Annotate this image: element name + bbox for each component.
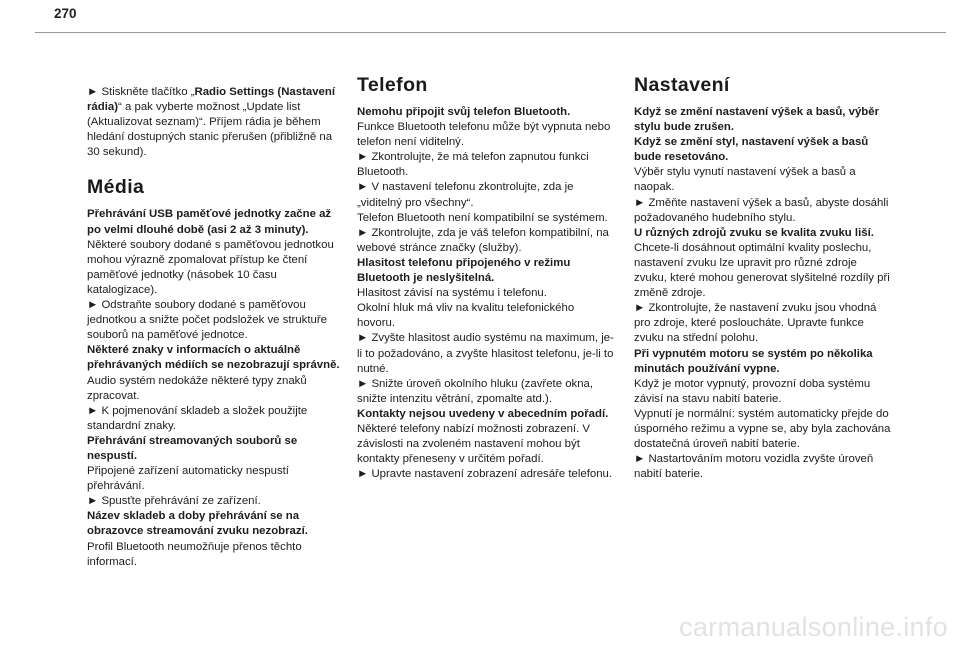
paragraph: ► Nastartováním motoru vozidla zvyšte úroveň nabití baterie.	[634, 453, 874, 481]
paragraph: Chcete-li dosáhnout optimální kvality poslechu, nastavení zvuku lze upravit pro různé zdroje zvuku, které mohou generovat slyšitelné rozdíly při změně zdroje.	[634, 241, 890, 300]
paragraph: Některé znaky v informacích o aktuálně přehrávaných médiích se nezobrazují správně.	[87, 344, 340, 372]
paragraph: U různých zdrojů zvuku se kvalita zvuku liší.	[634, 226, 874, 239]
paragraph: Když se změní styl, nastavení výšek a basů bude resetováno.	[634, 136, 869, 164]
paragraph: ► K pojmenování skladeb a složek použijte standardní znaky.	[87, 404, 308, 432]
phone-paragraphs	[357, 105, 615, 482]
paragraph: Když je motor vypnutý, provozní doba systému závisí na stavu nabití baterie.	[634, 377, 871, 405]
paragraph: ► Odstraňte soubory dodané s paměťovou jednotkou a snižte počet podsložek ve struktuře souborů na paměťové jednotce.	[87, 299, 327, 342]
intro-text-1: ► Stiskněte tlačítko „	[87, 86, 195, 98]
paragraph: ► Zkontrolujte, zda je váš telefon kompatibilní, na webové stránce značky (služby).	[357, 226, 609, 254]
paragraph: ► Zkontrolujte, že má telefon zapnutou funkci Bluetooth.	[357, 151, 589, 179]
column-radio-media	[87, 85, 345, 570]
section-heading-phone: Telefon	[357, 74, 428, 96]
paragraph: Některé telefony nabízí možnosti zobrazení. V závislosti na zvoleném nastavení mohou být kontakty přeneseny v určitém pořadí.	[357, 422, 590, 466]
paragraph: Přehrávání USB paměťové jednotky začne až po velmi dlouhé době (asi 2 až 3 minuty).	[87, 208, 332, 236]
paragraph: Kontakty nejsou uvedeny v abecedním pořadí.	[357, 407, 609, 420]
paragraph: Při vypnutém motoru se systém po několika minutách používání vypne.	[634, 347, 873, 375]
paragraph: Okolní hluk má vliv na kvalitu telefonického hovoru.	[357, 302, 575, 330]
paragraph: Profil Bluetooth neumožňuje přenos těchto informací.	[87, 540, 302, 568]
paragraph: Připojené zařízení automaticky nespustí přehrávání.	[87, 465, 289, 493]
paragraph: Některé soubory dodané s paměťovou jednotkou mohou výrazně zpomalovat přístup ke čtení paměťové jednotky (násobek 10 času katalogizace).	[87, 238, 334, 296]
watermark-text: carmanualsonline.info	[679, 612, 948, 642]
media-paragraphs	[87, 207, 345, 569]
paragraph: ► Změňte nastavení výšek a basů, abyste dosáhli požadovaného hudebního stylu.	[634, 196, 889, 224]
header-divider	[35, 32, 946, 33]
paragraph: ► Zvyšte hlasitost audio systému na maximum, je-li to požadováno, a zvyšte hlasitost telefonu, je-li to nutné.	[357, 332, 614, 375]
paragraph: ► V nastavení telefonu zkontrolujte, zda je „viditelný pro všechny“.	[357, 181, 574, 209]
paragraph: Funkce Bluetooth telefonu může být vypnuta nebo telefon není viditelný.	[357, 121, 611, 149]
section-heading-settings: Nastavení	[634, 74, 730, 96]
intro-text-3: “ a pak vyberte možnost „Update list (Aktualizovat seznam)“. Příjem rádia je během hledání dostupných stanic přerušen (přibližně na 30 sekund).	[87, 101, 333, 159]
paragraph: Vypnutí je normální: systém automaticky přejde do úsporného režimu a vypne se, aby byla zachována dostatečná úroveň nabití baterie.	[634, 407, 891, 451]
settings-paragraphs	[634, 105, 892, 482]
paragraph: Nemohu připojit svůj telefon Bluetooth.	[357, 106, 571, 118]
paragraph: Přehrávání streamovaných souborů se nespustí.	[87, 434, 298, 462]
paragraph: Název skladeb a doby přehrávání se na obrazovce streamování zvuku nezobrazí.	[87, 510, 308, 538]
paragraph: Audio systém nedokáže některé typy znaků zpracovat.	[87, 374, 307, 402]
radio-update-instruction	[87, 85, 345, 160]
paragraph: Telefon Bluetooth není kompatibilní se systémem.	[357, 211, 608, 224]
paragraph: Výběr stylu vynutí nastavení výšek a basů a naopak.	[634, 166, 856, 194]
column-phone	[357, 72, 615, 482]
paragraph: Hlasitost telefonu připojeného v režimu Bluetooth je neslyšitelná.	[357, 256, 571, 285]
page-number: 270	[54, 6, 77, 21]
column-settings	[634, 72, 892, 482]
paragraph: ► Zkontrolujte, že nastavení zvuku jsou vhodná pro zdroje, které posloucháte. Upravte funkce zvuku na střední polohu.	[634, 302, 877, 345]
paragraph: Hlasitost závisí na systému i telefonu.	[357, 287, 547, 300]
paragraph: Když se změní nastavení výšek a basů, výběr stylu bude zrušen.	[634, 106, 880, 134]
paragraph: ► Snižte úroveň okolního hluku (zavřete okna, snižte intenzitu větrání, zpomalte atd.).	[357, 377, 594, 405]
paragraph: ► Upravte nastavení zobrazení adresáře telefonu.	[357, 468, 613, 481]
section-heading-media: Média	[87, 176, 145, 199]
paragraph: ► Spusťte přehrávání ze zařízení.	[87, 495, 261, 508]
intro-text-2: Radio Settings (Nastavení rádia)	[87, 86, 336, 114]
